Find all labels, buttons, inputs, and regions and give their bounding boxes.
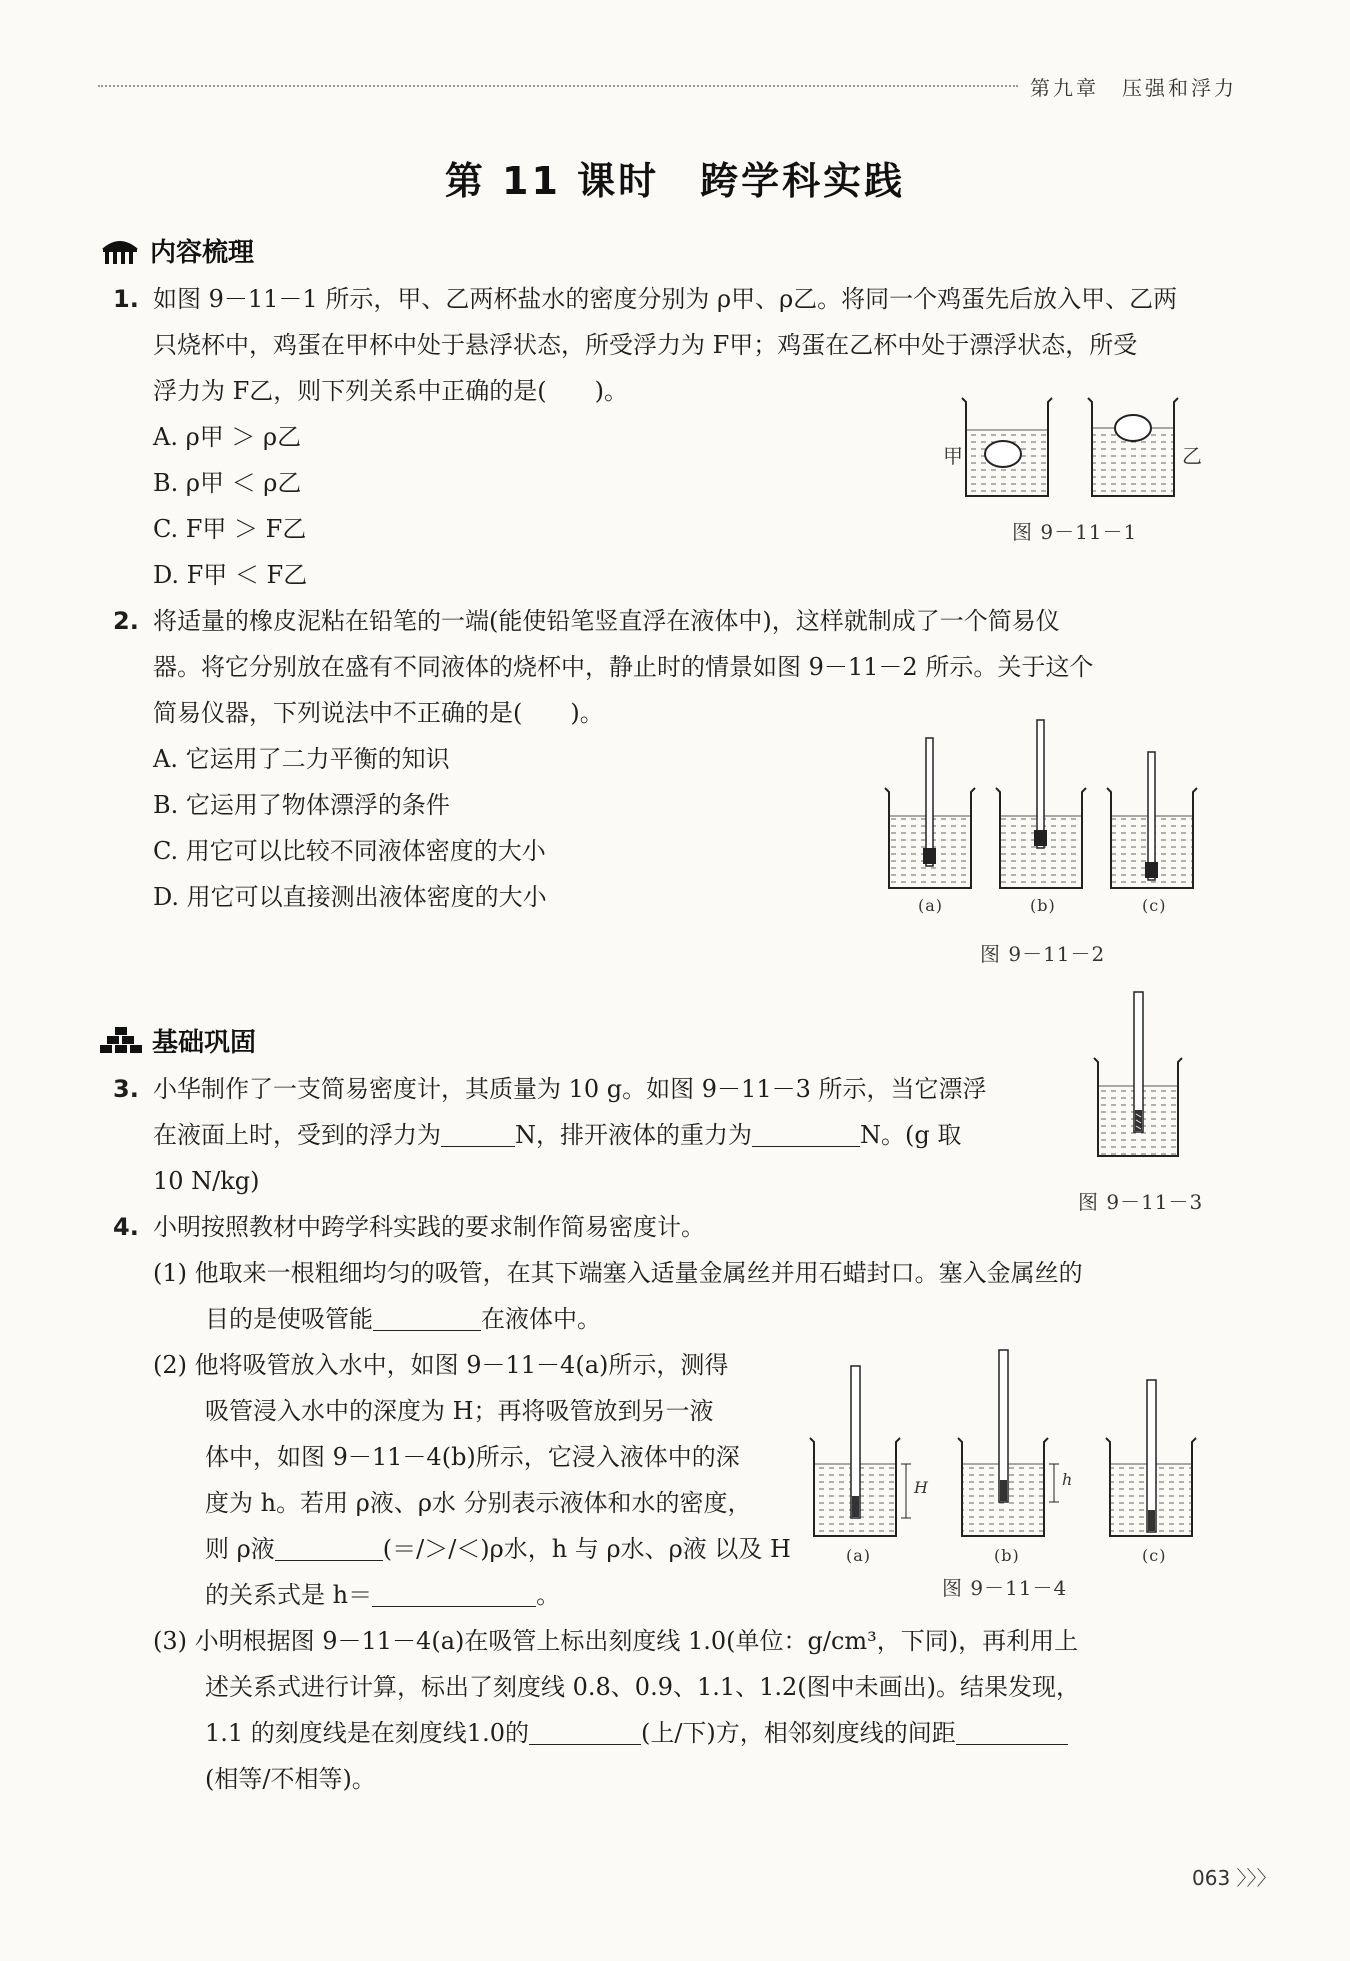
- section-title: 基础巩固: [152, 1027, 257, 1058]
- text-segment: 。: [536, 1581, 561, 1609]
- option-b: B. 它运用了物体漂浮的条件: [153, 791, 450, 819]
- sub-label-c: (c): [1142, 1546, 1167, 1565]
- option-a: A. 它运用了二力平衡的知识: [153, 745, 450, 773]
- question-number: 2.: [113, 607, 139, 635]
- pencil-densimeter-figure: [880, 718, 1210, 894]
- question-text: [205, 1710, 1068, 1756]
- bricks-icon: [100, 1026, 142, 1054]
- question-text: 简易仪器，下列说法中不正确的是( )。: [153, 699, 604, 727]
- sub-label-b: (b): [1030, 896, 1056, 915]
- header-chapter: 第九章 压强和浮力: [1030, 76, 1237, 100]
- depth-label-H: H: [914, 1478, 929, 1497]
- question-text: (1) 他取来一根粗细均匀的吸管，在其下端塞入适量金属丝并用石蜡封口。塞入金属丝的: [153, 1259, 1083, 1287]
- sub-label-b: (b): [994, 1546, 1020, 1565]
- figure-caption: 图 9－11－1: [1012, 520, 1138, 544]
- answer-blank[interactable]: [441, 1120, 515, 1147]
- answer-blank[interactable]: [373, 1304, 481, 1331]
- sub-label-a: (a): [846, 1546, 872, 1565]
- option-a: A. ρ甲 ＞ ρ乙: [153, 423, 302, 451]
- page-number: 063 〉〉〉: [1192, 1866, 1277, 1890]
- option-b: B. ρ甲 ＜ ρ乙: [153, 469, 302, 497]
- question-number: 3.: [113, 1075, 139, 1103]
- question-text: 吸管浸入水中的深度为 H；再将吸管放到另一液: [205, 1397, 714, 1425]
- text-segment: 在液面上时，受到的浮力为: [153, 1121, 441, 1149]
- text-segment: 1.1 的刻度线是在刻度线1.0的: [205, 1719, 529, 1747]
- question-number: 1.: [113, 285, 139, 313]
- question-text: (相等/不相等)。: [205, 1765, 376, 1793]
- depth-label-h: h: [1062, 1470, 1074, 1489]
- densimeter-beaker-figure: [1090, 990, 1190, 1160]
- answer-blank[interactable]: [529, 1718, 641, 1745]
- figure-caption: 图 9－11－4: [942, 1576, 1068, 1600]
- text-segment: 在液体中。: [481, 1305, 601, 1333]
- section-head-basic: [100, 1022, 256, 1058]
- question-text: [205, 1572, 560, 1618]
- columns-icon: [100, 235, 140, 265]
- text-segment: 则 ρ液: [205, 1535, 275, 1563]
- figure-caption: 图 9－11－2: [980, 942, 1106, 966]
- question-number: 4.: [113, 1213, 139, 1241]
- option-c: C. F甲 ＞ F乙: [153, 515, 307, 543]
- text-segment: 的关系式是 h＝: [205, 1581, 373, 1609]
- text-segment: (＝/＞/＜)ρ水，h 与 ρ水、ρ液 以及 H: [382, 1535, 791, 1563]
- question-text: (3) 小明根据图 9－11－4(a)在吸管上标出刻度线 1.0(单位：g/cm³，下同)，再利用上: [153, 1627, 1079, 1655]
- question-text: 10 N/kg): [153, 1167, 260, 1195]
- answer-blank[interactable]: [275, 1534, 383, 1561]
- sub-label-c: (c): [1142, 896, 1167, 915]
- question-text: 度为 h。若用 ρ液、ρ水 分别表示液体和水的密度，: [205, 1489, 752, 1517]
- question-text: 小华制作了一支简易密度计，其质量为 10 g。如图 9－11－3 所示，当它漂浮: [153, 1075, 987, 1103]
- question-text: 只烧杯中，鸡蛋在甲杯中处于悬浮状态，所受浮力为 F甲；鸡蛋在乙杯中处于漂浮状态，所受: [153, 331, 1138, 359]
- question-text: 述关系式进行计算，标出了刻度线 0.8、0.9、1.1、1.2(图中未画出)。结果发现，: [205, 1673, 1081, 1701]
- answer-blank[interactable]: [372, 1580, 536, 1607]
- question-text: (2) 他将吸管放入水中，如图 9－11－4(a)所示，测得: [153, 1351, 729, 1379]
- option-c: C. 用它可以比较不同液体密度的大小: [153, 837, 546, 865]
- question-text: 体中，如图 9－11－4(b)所示，它浸入液体中的深: [205, 1443, 740, 1471]
- option-d: D. F甲 ＜ F乙: [153, 561, 308, 589]
- figure-label-yi: 乙: [1182, 444, 1203, 468]
- question-text: [205, 1296, 601, 1342]
- figure-caption: 图 9－11－3: [1078, 1190, 1204, 1214]
- straw-densimeter-figure: [808, 1346, 1208, 1541]
- header-rule: [98, 85, 1018, 87]
- figure-label-jia: 甲: [943, 444, 964, 468]
- question-text: [205, 1526, 791, 1572]
- question-text: [153, 1112, 961, 1158]
- text-segment: N，排开液体的重力为: [515, 1121, 752, 1149]
- section-title: 内容梳理: [150, 237, 255, 268]
- question-text: 浮力为 F乙，则下列关系中正确的是( )。: [153, 377, 629, 405]
- question-text: 小明按照教材中跨学科实践的要求制作简易密度计。: [153, 1213, 705, 1241]
- question-text: 器。将它分别放在盛有不同液体的烧杯中，静止时的情景如图 9－11－2 所示。关于这个: [153, 653, 1094, 681]
- option-d: D. 用它可以直接测出液体密度的大小: [153, 883, 547, 911]
- question-text: 将适量的橡皮泥粘在铅笔的一端(能使铅笔竖直浮在液体中)，这样就制成了一个简易仪: [153, 607, 1060, 635]
- text-segment: N。(g 取: [860, 1121, 962, 1149]
- page-title: 第 11 课时 跨学科实践: [444, 159, 906, 203]
- answer-blank[interactable]: [752, 1120, 860, 1147]
- question-text: 如图 9－11－1 所示，甲、乙两杯盐水的密度分别为 ρ甲、ρ乙。将同一个鸡蛋先后放入甲、乙两: [153, 285, 1178, 313]
- answer-blank[interactable]: [956, 1718, 1068, 1745]
- text-segment: 目的是使吸管能: [205, 1305, 373, 1333]
- beakers-egg-figure: [940, 390, 1200, 510]
- sub-label-a: (a): [918, 896, 944, 915]
- section-head-content: [100, 232, 254, 268]
- text-segment: (上/下)方，相邻刻度线的间距: [640, 1719, 956, 1747]
